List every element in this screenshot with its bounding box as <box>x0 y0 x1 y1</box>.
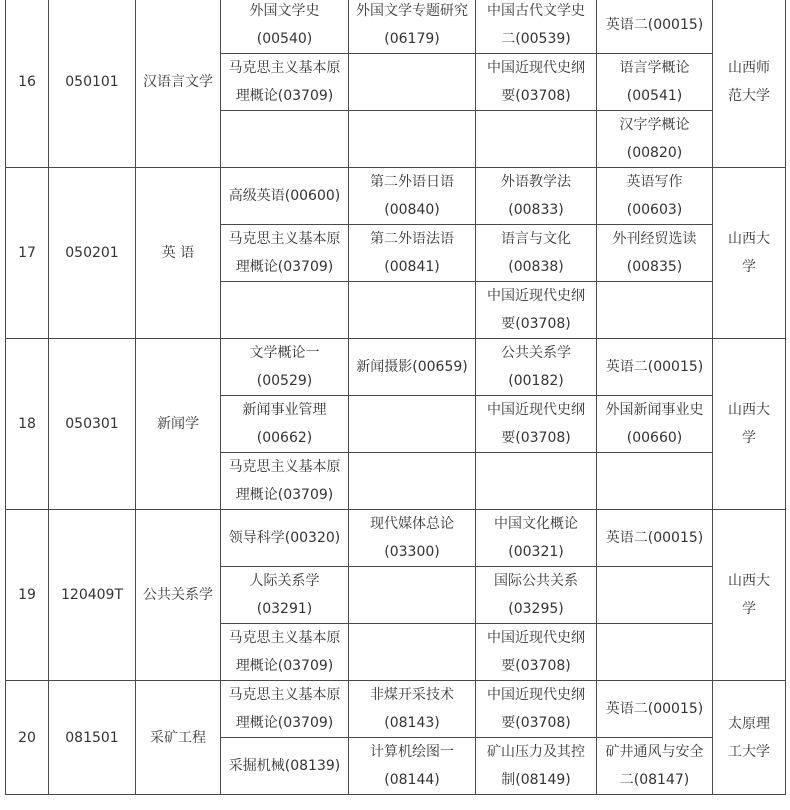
major-code: 050301 <box>49 339 136 510</box>
course-cell: 第二外语日语(00840) <box>349 168 476 225</box>
course-cell: 新闻摄影(00659) <box>349 339 476 396</box>
major-code: 120409T <box>49 510 136 681</box>
table-row <box>6 168 786 225</box>
row-number: 17 <box>6 168 49 339</box>
course-cell <box>349 396 476 453</box>
course-cell: 人际关系学(03291) <box>221 567 349 624</box>
school-name: 山西大学 <box>713 168 786 339</box>
major-name: 公共关系学 <box>136 510 221 681</box>
course-cell: 外国文学专题研究(06179) <box>349 0 476 54</box>
row-number: 19 <box>6 510 49 681</box>
course-cell: 中国近现代史纲要(03708) <box>476 282 597 339</box>
course-cell <box>221 111 349 168</box>
course-cell: 马克思主义基本原理概论(03709) <box>221 225 349 282</box>
school-name: 太原理工大学 <box>713 681 786 795</box>
course-cell: 矿井通风与安全二(08147) <box>597 738 713 795</box>
school-name: 山西师范大学 <box>713 0 786 168</box>
course-cell: 国际公共关系(03295) <box>476 567 597 624</box>
course-cell: 马克思主义基本原理概论(03709) <box>221 681 349 738</box>
course-cell: 中国文化概论(00321) <box>476 510 597 567</box>
course-cell: 外国新闻事业史(00660) <box>597 396 713 453</box>
course-cell: 新闻事业管理(00662) <box>221 396 349 453</box>
course-cell <box>349 54 476 111</box>
row-number: 20 <box>6 681 49 795</box>
course-cell: 汉字学概论(00820) <box>597 111 713 168</box>
course-cell: 马克思主义基本原理概论(03709) <box>221 54 349 111</box>
course-cell <box>349 624 476 681</box>
course-cell: 语言学概论(00541) <box>597 54 713 111</box>
course-cell: 非煤开采技术(08143) <box>349 681 476 738</box>
course-cell <box>476 453 597 510</box>
course-cell: 英语写作(00603) <box>597 168 713 225</box>
course-cell: 英语二(00015) <box>597 681 713 738</box>
course-cell: 外语教学法(00833) <box>476 168 597 225</box>
major-code: 081501 <box>49 681 136 795</box>
course-cell: 英语二(00015) <box>597 339 713 396</box>
exam-schedule-table <box>5 0 786 795</box>
course-cell <box>597 624 713 681</box>
course-cell <box>349 111 476 168</box>
course-cell: 中国近现代史纲要(03708) <box>476 624 597 681</box>
course-cell: 采掘机械(08139) <box>221 738 349 795</box>
course-cell <box>597 567 713 624</box>
course-cell <box>221 282 349 339</box>
course-cell: 外国文学史(00540) <box>221 0 349 54</box>
major-code: 050101 <box>49 0 136 168</box>
course-cell: 现代媒体总论(03300) <box>349 510 476 567</box>
table-body <box>6 0 786 795</box>
course-cell: 第二外语法语(00841) <box>349 225 476 282</box>
course-cell: 马克思主义基本原理概论(03709) <box>221 453 349 510</box>
course-cell: 马克思主义基本原理概论(03709) <box>221 624 349 681</box>
major-code: 050201 <box>49 168 136 339</box>
major-name: 汉语言文学 <box>136 0 221 168</box>
table-row <box>6 510 786 567</box>
table-row <box>6 0 786 54</box>
course-cell: 中国古代文学史二(00539) <box>476 0 597 54</box>
major-name: 采矿工程 <box>136 681 221 795</box>
course-cell: 外刊经贸选读(00835) <box>597 225 713 282</box>
course-cell <box>349 453 476 510</box>
row-number: 16 <box>6 0 49 168</box>
school-name: 山西大学 <box>713 510 786 681</box>
school-name: 山西大学 <box>713 339 786 510</box>
course-cell: 矿山压力及其控制(08149) <box>476 738 597 795</box>
course-cell: 文学概论一(00529) <box>221 339 349 396</box>
course-cell: 英语二(00015) <box>597 510 713 567</box>
table-row <box>6 339 786 396</box>
course-cell <box>597 282 713 339</box>
course-cell: 高级英语(00600) <box>221 168 349 225</box>
major-name: 英 语 <box>136 168 221 339</box>
course-cell: 公共关系学(00182) <box>476 339 597 396</box>
course-cell: 领导科学(00320) <box>221 510 349 567</box>
course-cell: 英语二(00015) <box>597 0 713 54</box>
course-cell: 中国近现代史纲要(03708) <box>476 396 597 453</box>
course-cell: 语言与文化(00838) <box>476 225 597 282</box>
course-cell: 中国近现代史纲要(03708) <box>476 54 597 111</box>
course-cell <box>349 282 476 339</box>
course-cell <box>349 567 476 624</box>
table-row <box>6 681 786 738</box>
course-cell <box>476 111 597 168</box>
row-number: 18 <box>6 339 49 510</box>
major-name: 新闻学 <box>136 339 221 510</box>
course-cell: 中国近现代史纲要(03708) <box>476 681 597 738</box>
course-cell: 计算机绘图一(08144) <box>349 738 476 795</box>
course-cell <box>597 453 713 510</box>
